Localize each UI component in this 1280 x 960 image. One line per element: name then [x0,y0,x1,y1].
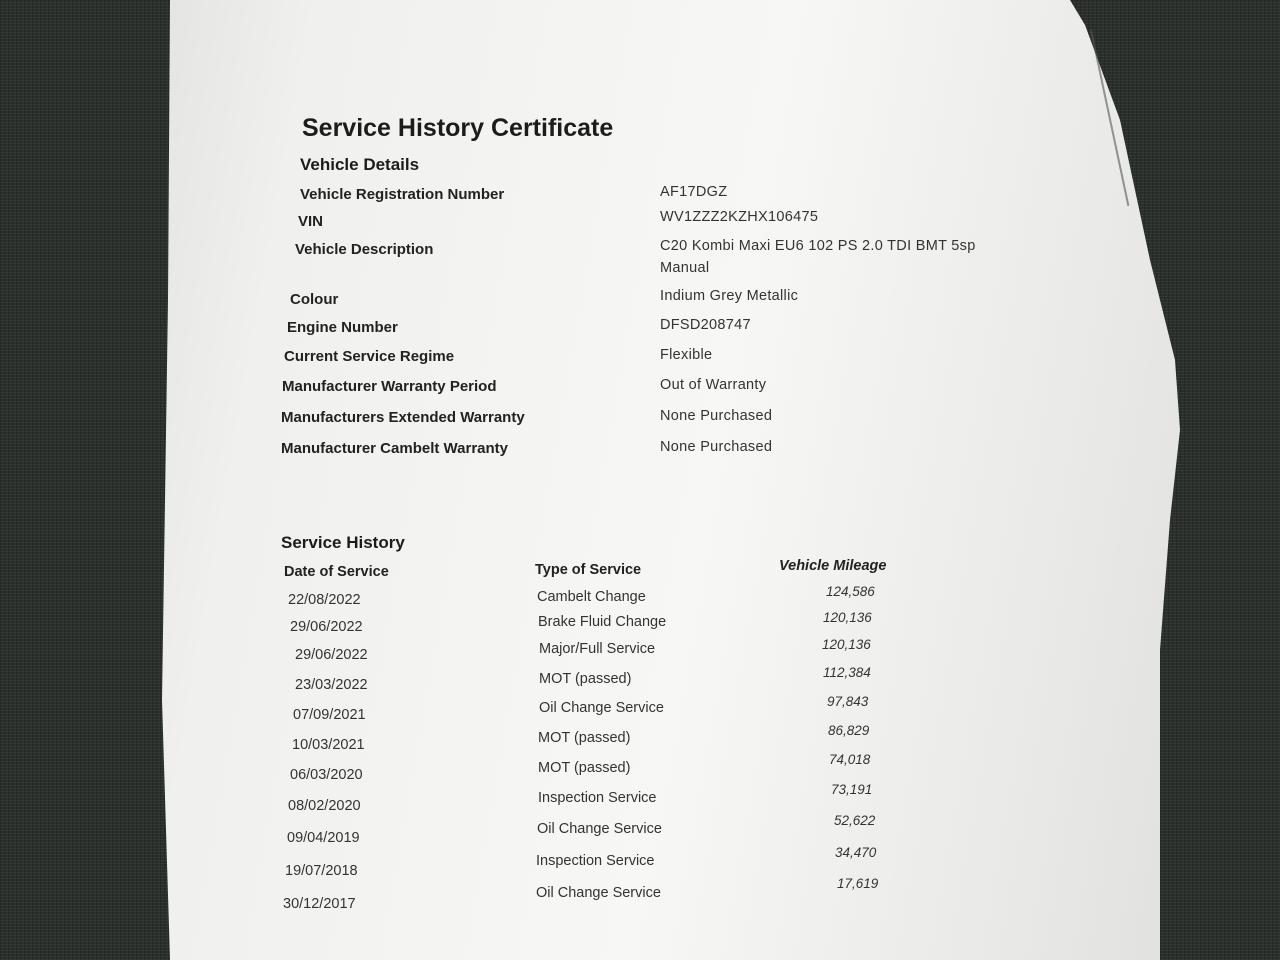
label-description: Vehicle Description [295,241,434,258]
col-header-mileage: Vehicle Mileage [779,558,887,574]
row-date: 08/02/2020 [288,798,361,814]
label-extended-warranty: Manufacturers Extended Warranty [281,409,525,426]
label-service-regime: Current Service Regime [284,348,455,365]
row-mileage: 124,586 [826,584,875,599]
row-mileage: 34,470 [835,845,877,860]
row-type: Inspection Service [536,853,655,869]
row-date: 23/03/2022 [295,677,368,693]
value-description: C20 Kombi Maxi EU6 102 PS 2.0 TDI BMT 5sp [660,238,976,254]
page-title: Service History Certificate [302,114,614,142]
value-vin: WV1ZZZ2KZHX106475 [660,209,819,225]
row-type: Major/Full Service [539,641,656,657]
service-history-heading: Service History [281,533,405,552]
value-service-regime: Flexible [660,347,713,363]
row-type: Oil Change Service [539,700,664,716]
row-date: 19/07/2018 [285,863,358,879]
value-colour: Indium Grey Metallic [660,288,799,304]
row-mileage: 52,622 [834,813,876,828]
label-colour: Colour [290,291,339,308]
col-header-date: Date of Service [284,564,389,580]
label-registration: Vehicle Registration Number [300,186,505,203]
value-engine-number: DFSD208747 [660,317,751,333]
row-mileage: 73,191 [831,782,873,797]
row-date: 29/06/2022 [295,647,368,663]
row-mileage: 112,384 [823,665,871,680]
value-description-line2: Manual [660,260,710,276]
row-mileage: 17,619 [837,876,879,891]
row-type: MOT (passed) [539,671,632,687]
row-date: 30/12/2017 [283,896,356,912]
row-date: 29/06/2022 [290,619,363,635]
value-warranty-period: Out of Warranty [660,377,767,393]
row-type: MOT (passed) [538,730,631,746]
row-date: 22/08/2022 [288,592,361,608]
row-type: Oil Change Service [536,885,661,901]
row-date: 07/09/2021 [293,707,366,723]
row-date: 09/04/2019 [287,830,360,846]
vehicle-details-heading: Vehicle Details [300,155,420,174]
row-mileage: 120,136 [822,637,871,652]
label-engine-number: Engine Number [287,319,398,336]
row-mileage: 74,018 [829,752,871,767]
row-type: MOT (passed) [538,760,631,776]
row-mileage: 86,829 [828,723,870,738]
value-cambelt-warranty: None Purchased [660,439,773,455]
label-cambelt-warranty: Manufacturer Cambelt Warranty [281,440,508,457]
row-type: Oil Change Service [537,821,662,837]
label-warranty-period: Manufacturer Warranty Period [282,378,497,395]
col-header-type: Type of Service [535,562,642,578]
row-type: Cambelt Change [537,589,646,605]
row-mileage: 120,136 [823,610,872,625]
row-mileage: 97,843 [827,694,869,709]
row-date: 06/03/2020 [290,767,363,783]
row-date: 10/03/2021 [292,737,365,753]
row-type: Inspection Service [538,790,657,806]
label-vin: VIN [298,213,324,230]
value-extended-warranty: None Purchased [660,408,773,424]
row-type: Brake Fluid Change [538,614,667,630]
value-registration: AF17DGZ [660,184,728,200]
